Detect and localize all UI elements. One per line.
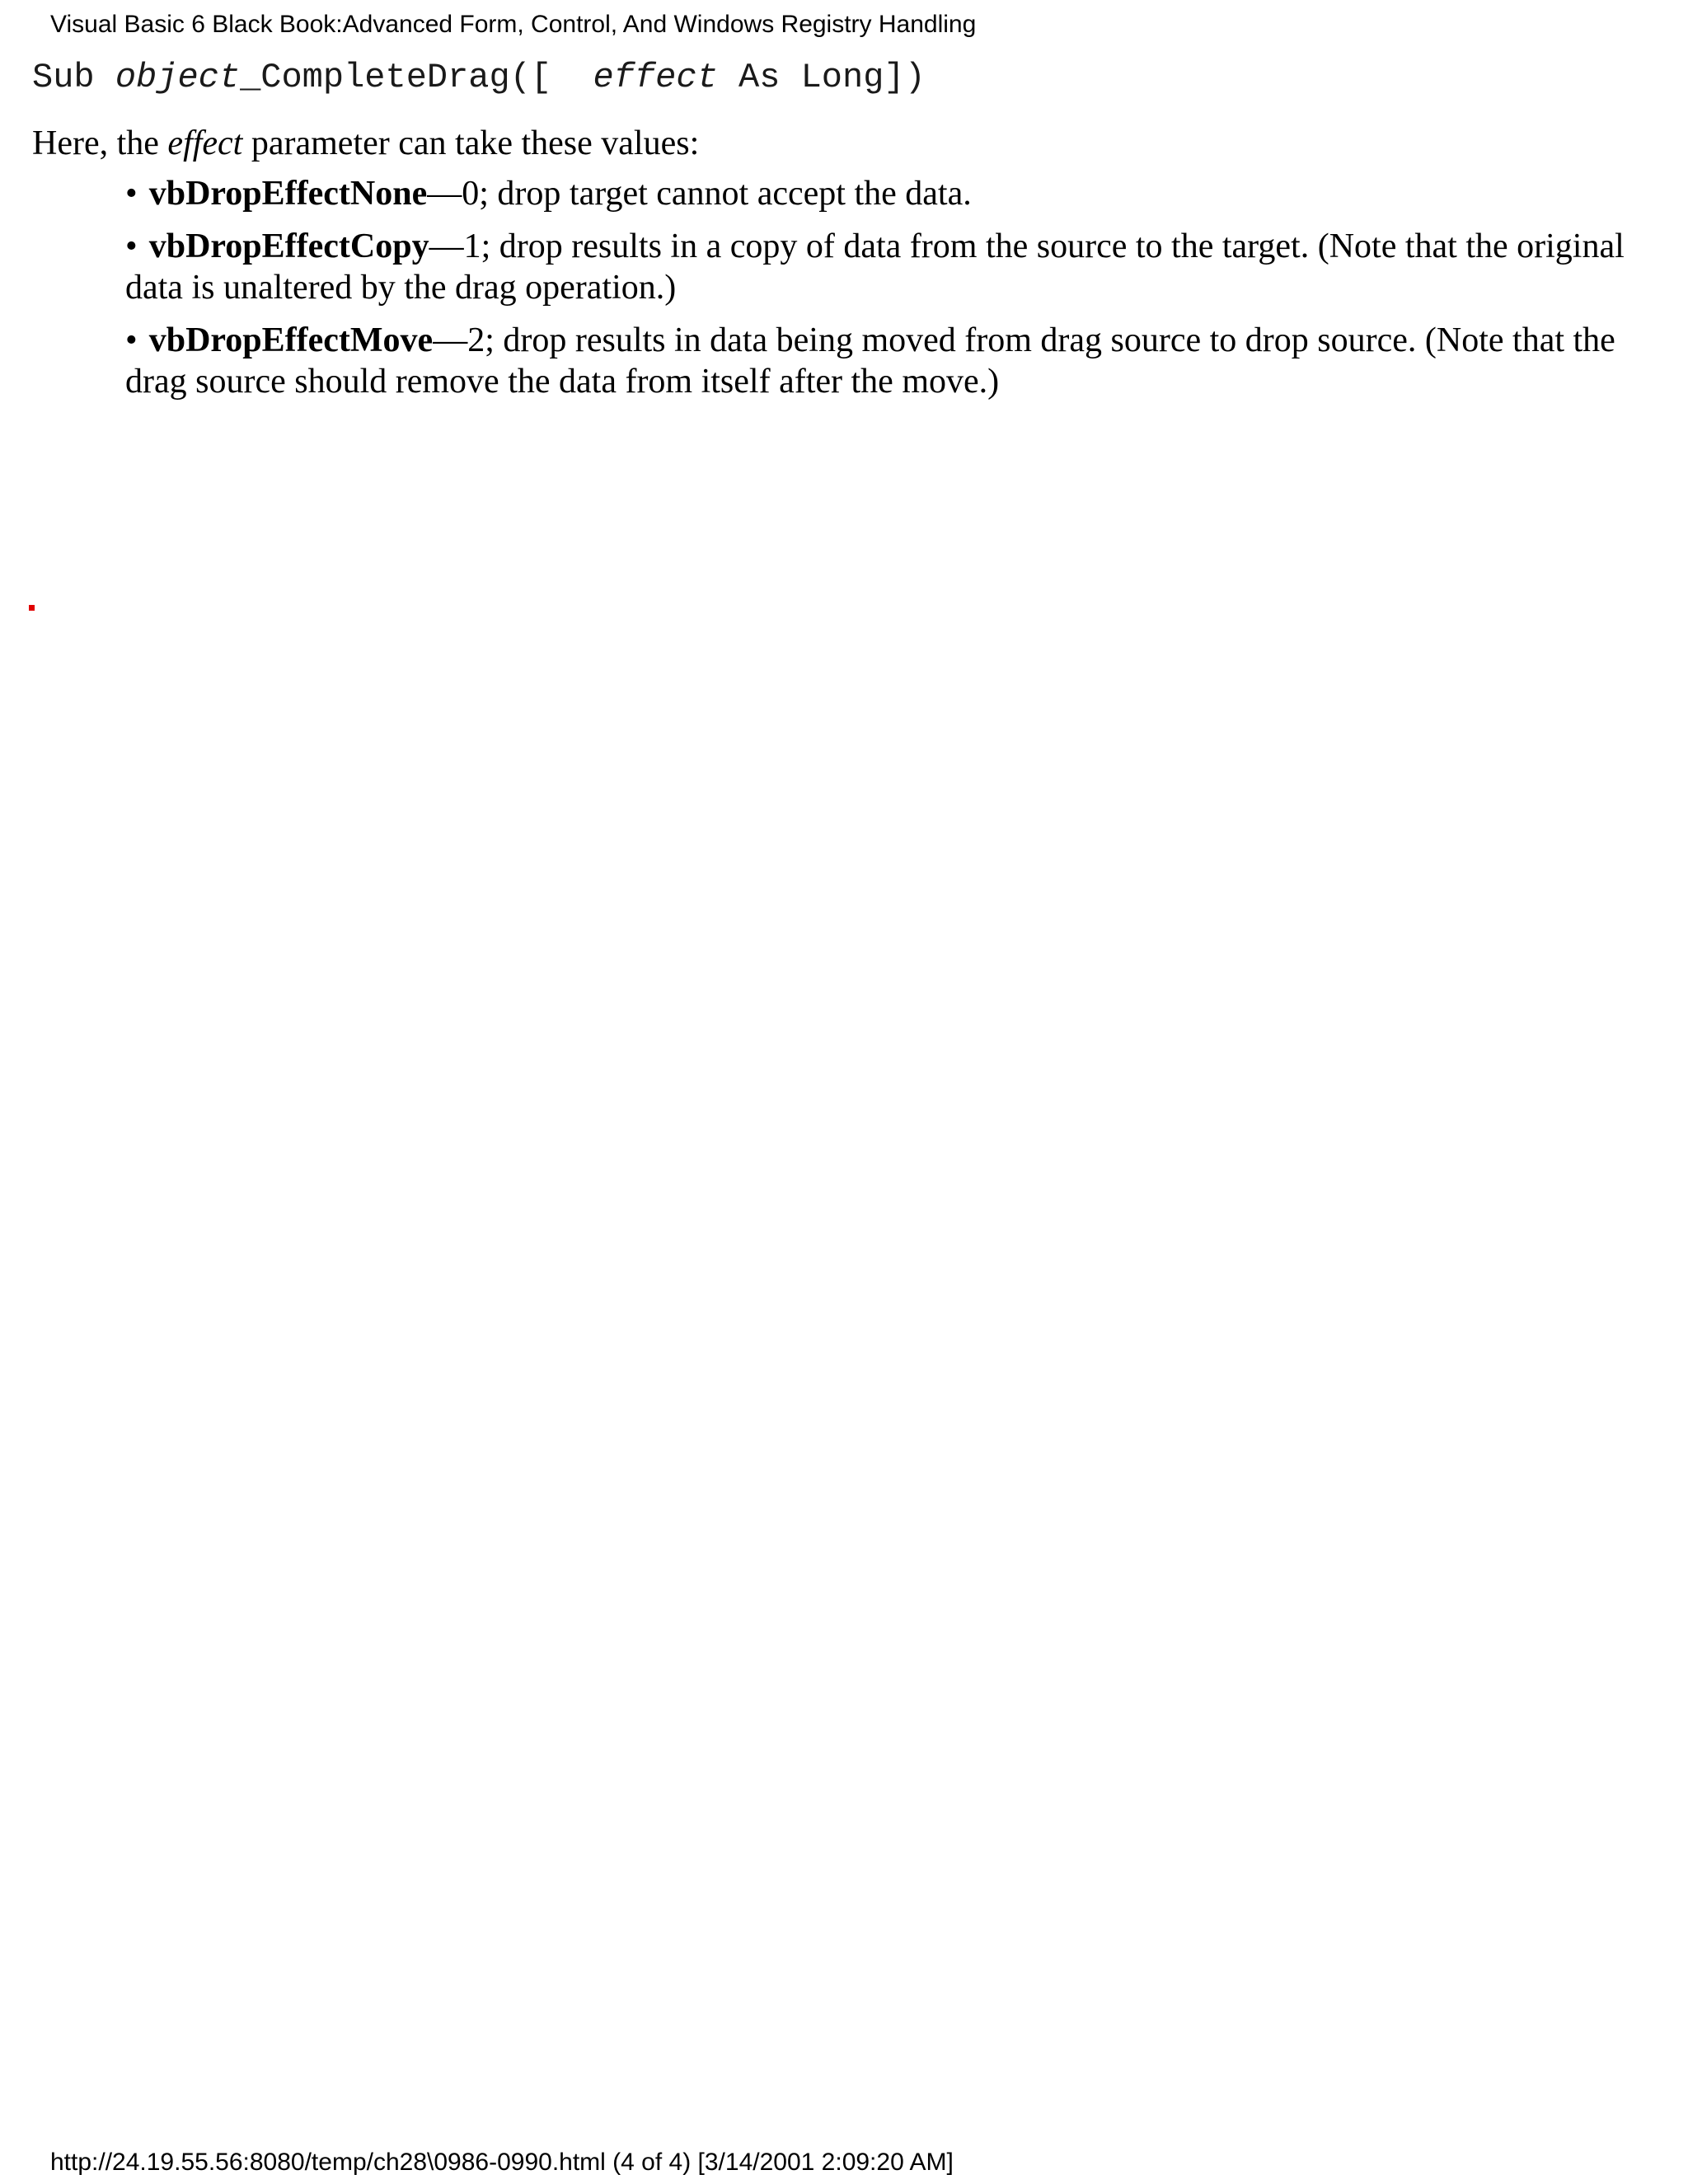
intro-text-after: parameter can take these values: [242,124,700,162]
bullet-icon: • [125,227,138,265]
page-footer-url: http://24.19.55.56:8080/temp/ch28\0986-0990.html (4 of 4) [3/14/2001 2:09:20 AM] [50,2149,954,2176]
bullet-term: vbDropEffectMove [148,321,434,359]
intro-emphasis: effect [167,124,243,162]
intro-text-before: Here, the [32,124,168,162]
bullet-term: vbDropEffectNone [148,175,428,213]
bullet-icon: • [125,321,138,359]
list-item [125,320,1658,402]
code-signature [32,56,926,99]
intro-paragraph [32,122,699,165]
page-header-title: Visual Basic 6 Black Book:Advanced Form, Control, And Windows Registry Handling [50,11,977,38]
effect-values-list [125,173,1658,414]
code-effect-param: effect [593,58,718,97]
bullet-icon: • [125,175,138,213]
code-type-suffix: As Long]) [717,58,926,97]
red-marker-dot [29,605,35,611]
bullet-term: vbDropEffectCopy [148,227,429,265]
list-item [125,226,1658,308]
bullet-description: —1; drop results in a copy of data from the source to the target. (Note that the original data is unaltered by the drag operation.) [125,227,1625,307]
list-item [125,173,1658,214]
code-method-name: _CompleteDrag([ [240,58,593,97]
code-object-placeholder: object [115,58,241,97]
bullet-description: —0; drop target cannot accept the data. [427,175,972,213]
code-keyword: Sub [32,58,115,97]
bullet-description: —2; drop results in data being moved from drag source to drop source. (Note that the drag source should remove the data from itself after the move.) [125,321,1615,401]
